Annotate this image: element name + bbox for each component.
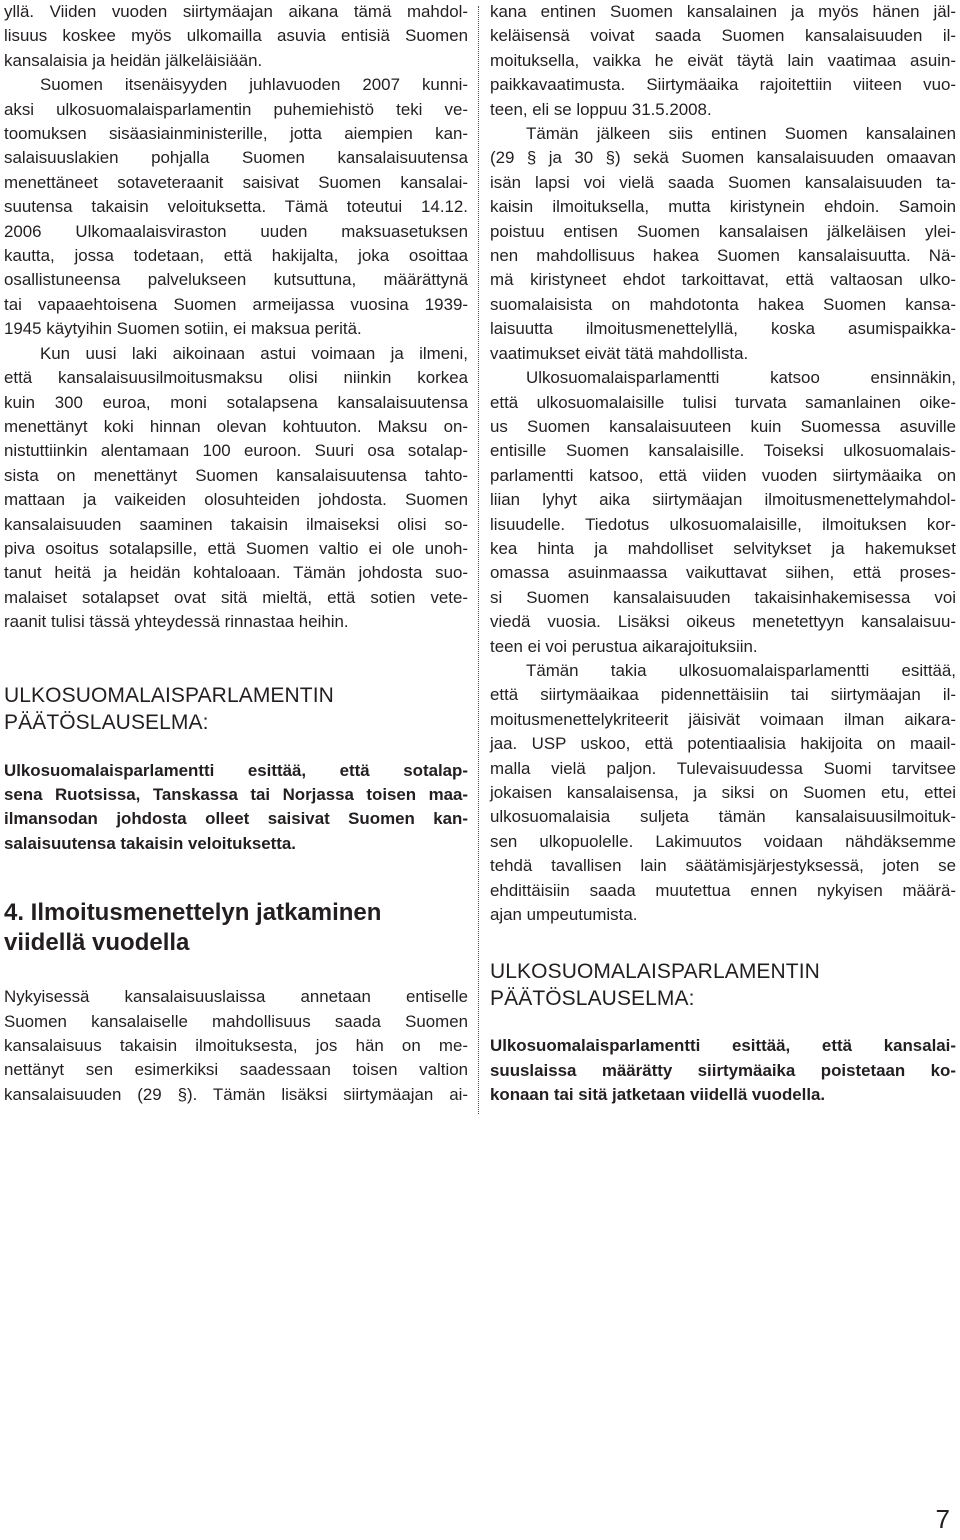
text-line: ilmansodan johdosta olleet saisivat Suomen kan- xyxy=(4,809,468,829)
right-paragraph-2 xyxy=(490,122,956,366)
text-line: (29 § ja 30 §) sekä Suomen kansalaisuuden omaavan xyxy=(490,148,956,168)
heading-line: 4. Ilmoitusmenettelyn jatkaminen xyxy=(4,899,382,927)
text-line: malaiset sotalapset ovat sitä mieltä, että sotien vete- xyxy=(4,587,468,607)
text-line: ulkosuomalaisia suljeta tämän kansalaisuusilmoituk- xyxy=(490,807,956,827)
text-line: paikkavaatimusta. Siirtymäaika rajoitettiin viiteen vuo- xyxy=(490,75,956,95)
text-line: nistuttiinkin alentamaan 100 euroon. Suuri osa sotalap- xyxy=(4,441,468,461)
left-paragraph-1 xyxy=(4,0,468,73)
right-column xyxy=(490,0,956,1108)
page-number: 7 xyxy=(935,1504,950,1534)
resolution-text xyxy=(4,759,468,857)
text-line: suuslaissa määrätty siirtymäaika poistetaan ko- xyxy=(490,1060,956,1080)
text-line: osallistuneensa palvelukseen kutsuttuna, määrättynä xyxy=(4,270,468,290)
text-line: liian lyhyt aika siirtymäajan ilmoitusmenettelymahdol- xyxy=(490,490,956,510)
heading-line: ULKOSUOMALAISPARLAMENTIN xyxy=(4,683,334,707)
text-line: Suomen itsenäisyyden juhlavuoden 2007 kunni- xyxy=(40,75,468,95)
text-line: jokaisen kansalaisensa, ja siksi on Suomen etu, ettei xyxy=(490,783,956,802)
text-line: piva osoitus sotalapsille, että Suomen valtio ei ole unoh- xyxy=(4,538,468,558)
text-line: sena Ruotsissa, Tanskassa tai Norjassa toisen maa- xyxy=(4,784,468,804)
text-line: si Suomen kansalaisuuden takaisinhakemisessa voi xyxy=(490,587,956,607)
text-line: Ulkosuomalaisparlamentti katsoo ensinnäkin, xyxy=(526,368,956,388)
right-paragraph-3 xyxy=(490,366,956,659)
text-line: kansalaisuuden (29 §). Tämän lisäksi siirtymäajan ai- xyxy=(4,1084,468,1104)
resolution-heading xyxy=(490,958,956,1012)
left-paragraph-2 xyxy=(4,73,468,341)
text-line: teen ei voi perustua aikarajoituksiin. xyxy=(490,636,758,656)
text-line: tanut heitä ja heidän kohtaloaan. Tämän johdosta suo- xyxy=(4,563,468,583)
text-line: kaisin ilmoituksella, mutta kiristynein ehdoin. Samoin xyxy=(490,197,956,217)
text-line: toomuksen sisäasiainministerille, jotta aiempien kan- xyxy=(4,124,468,144)
text-line: että siirtymäaikaa pidennettäisiin tai siirtymäajan il- xyxy=(490,685,956,705)
text-line: suutensa takaisin veloituksetta. Tämä toteutui 14.12. xyxy=(4,197,468,217)
text-line: aksi ulkosuomalaisparlamentin puhemiehistö teki ve- xyxy=(4,99,468,119)
text-line: salaisuuslakien pohjalla Suomen kansalaisuutensa xyxy=(4,148,468,168)
text-line: ehdittäisiin saada muutettua ennen nykyisen määrä- xyxy=(490,880,956,900)
text-line: yllä. Viiden vuoden siirtymäajan aikana tämä mahdol- xyxy=(4,2,468,21)
text-line: sista on menettänyt Suomen kansalaisuutensa tahto- xyxy=(4,465,468,485)
heading-line: PÄÄTÖSLAUSELMA: xyxy=(490,987,695,1011)
resolution-text xyxy=(490,1034,956,1107)
text-line: omassa asuinmaassa vaikuttavat siihen, että proses- xyxy=(490,563,956,583)
text-line: jaa. USP uskoo, että potentiaalisia hakijoita on maail- xyxy=(490,734,956,754)
text-line: sen ulkopuolelle. Lakimuutos voidaan nähdäksemme xyxy=(490,831,956,851)
text-line: Tämän jälkeen siis entinen Suomen kansalainen xyxy=(526,124,956,144)
text-line: malla vielä paljon. Tulevaisuudessa Suomi tarvitsee xyxy=(490,758,956,778)
text-line: Kun uusi laki aikoinaan astui voimaan ja ilmeni, xyxy=(40,343,468,363)
text-line: ajan umpeutumista. xyxy=(490,905,638,925)
text-line: suomalaisista on mahdotonta hakea Suomen kansa- xyxy=(490,294,956,314)
column-divider xyxy=(478,6,479,1114)
section-heading xyxy=(4,898,468,958)
text-line: että kansalaisuusilmoitusmaksu olisi niinkin korkea xyxy=(4,368,468,388)
text-line: Tämän takia ulkosuomalaisparlamentti esittää, xyxy=(526,660,956,680)
text-line: moitusmenettelykriteerit jäisivät voimaan ilman aikara- xyxy=(490,709,956,729)
text-line: raanit tulisi tässä yhteydessä rinnastaa heihin. xyxy=(4,612,349,632)
text-line: vaatimukset eivät tätä mahdollista. xyxy=(490,343,749,363)
left-paragraph-4 xyxy=(4,985,468,1107)
text-line: menettänyt koki hinnan olevan kohtuuton. Maksu on- xyxy=(4,416,468,436)
resolution-heading xyxy=(4,682,468,736)
text-line: entisille Suomen kansalaisille. Toiseksi ulkosuomalais- xyxy=(490,441,956,461)
text-line: us Suomen kansalaisuuteen kuin Suomessa asuville xyxy=(490,416,956,436)
text-line: 1945 käytyihin Suomen sotiin, ei maksua peritä. xyxy=(4,319,362,339)
text-line: Ulkosuomalaisparlamentti esittää, että sotalap- xyxy=(4,760,468,780)
text-line: tehdä tavallisen lain säätämisjärjestyksessä, joten se xyxy=(490,856,956,876)
text-line: teen, eli se loppuu 31.5.2008. xyxy=(490,99,712,119)
text-line: 2006 Ulkomaalaisviraston uuden maksuasetuksen xyxy=(4,221,468,241)
text-line: Suomen kansalaiselle mahdollisuus saada Suomen xyxy=(4,1011,468,1031)
text-line: laisuutta ilmoitusmenettelyllä, koska asumispaikka- xyxy=(490,319,956,339)
text-line: että ulkosuomalaisille tulisi turvata samanlainen oike- xyxy=(490,392,956,412)
left-column xyxy=(4,0,468,1107)
text-line: Ulkosuomalaisparlamentti esittää, että kansalai- xyxy=(490,1036,956,1056)
text-line: kea hinta ja mahdolliset selvitykset ja hakemukset xyxy=(490,538,956,558)
text-line: konaan tai sitä jatketaan viidellä vuodella. xyxy=(490,1085,826,1105)
text-line: kansalaisuuden saaminen takaisin ilmaiseksi olisi so- xyxy=(4,514,468,534)
text-line: nettänyt sen esimerkiksi saadessaan toisen valtion xyxy=(4,1060,468,1080)
right-paragraph-1 xyxy=(490,0,956,122)
heading-line: viidellä vuodella xyxy=(4,929,190,957)
left-paragraph-3 xyxy=(4,342,468,635)
text-line: poistuu entisen Suomen kansalaisen jälkeläisen ylei- xyxy=(490,221,956,241)
text-line: tai vapaaehtoisena Suomen armeijassa vuosina 1939- xyxy=(4,294,468,314)
text-line: viedä vuosia. Lisäksi oikeus menetettyyn kansalaisuu- xyxy=(490,612,956,632)
text-line: keläisensä voivat saada Suomen kansalaisuuden il- xyxy=(490,26,956,46)
text-line: lisuudelle. Tiedotus ulkosuomalaisille, ilmoituksen kor- xyxy=(490,514,956,534)
text-line: moituksella, vaikka he eivät täytä lain vaatimaa asuin- xyxy=(490,50,956,70)
text-line: kansalaisia ja heidän jälkeläisiään. xyxy=(4,50,263,70)
text-line: nen mahdollisuus hakea Suomen kansalaisuutta. Nä- xyxy=(490,246,956,266)
text-line: kautta, jossa todetaan, että hakijalta, joka osoittaa xyxy=(4,246,468,266)
text-line: kana entinen Suomen kansalainen ja myös hänen jäl- xyxy=(490,2,956,21)
text-line: parlamentti katsoo, että viiden vuoden siirtymäaika on xyxy=(490,465,956,485)
heading-line: PÄÄTÖSLAUSELMA: xyxy=(4,710,209,734)
text-line: lisuus koskee myös ulkomailla asuvia entisiä Suomen xyxy=(4,26,468,46)
text-line: Nykyisessä kansalaisuuslaissa annetaan entiselle xyxy=(4,987,468,1007)
text-line: salaisuutensa takaisin veloituksetta. xyxy=(4,833,296,853)
text-line: mattaan ja vaikeiden olosuhteiden johdosta. Suomen xyxy=(4,490,468,510)
heading-line: ULKOSUOMALAISPARLAMENTIN xyxy=(490,960,820,984)
text-line: kuin 300 euroa, moni sotalapsena kansalaisuutensa xyxy=(4,392,468,412)
text-line: isän lapsi voi vielä saada Suomen kansalaisuuden ta- xyxy=(490,172,956,192)
right-paragraph-4 xyxy=(490,659,956,927)
text-line: kansalaisuus takaisin ilmoituksesta, jos hän on me- xyxy=(4,1036,468,1055)
text-line: mä kiristyneet ehdot tarkoittavat, että valtaosan ulko- xyxy=(490,270,956,290)
text-line: menettäneet sotaveteraanit saisivat Suomen kansalai- xyxy=(4,172,468,192)
